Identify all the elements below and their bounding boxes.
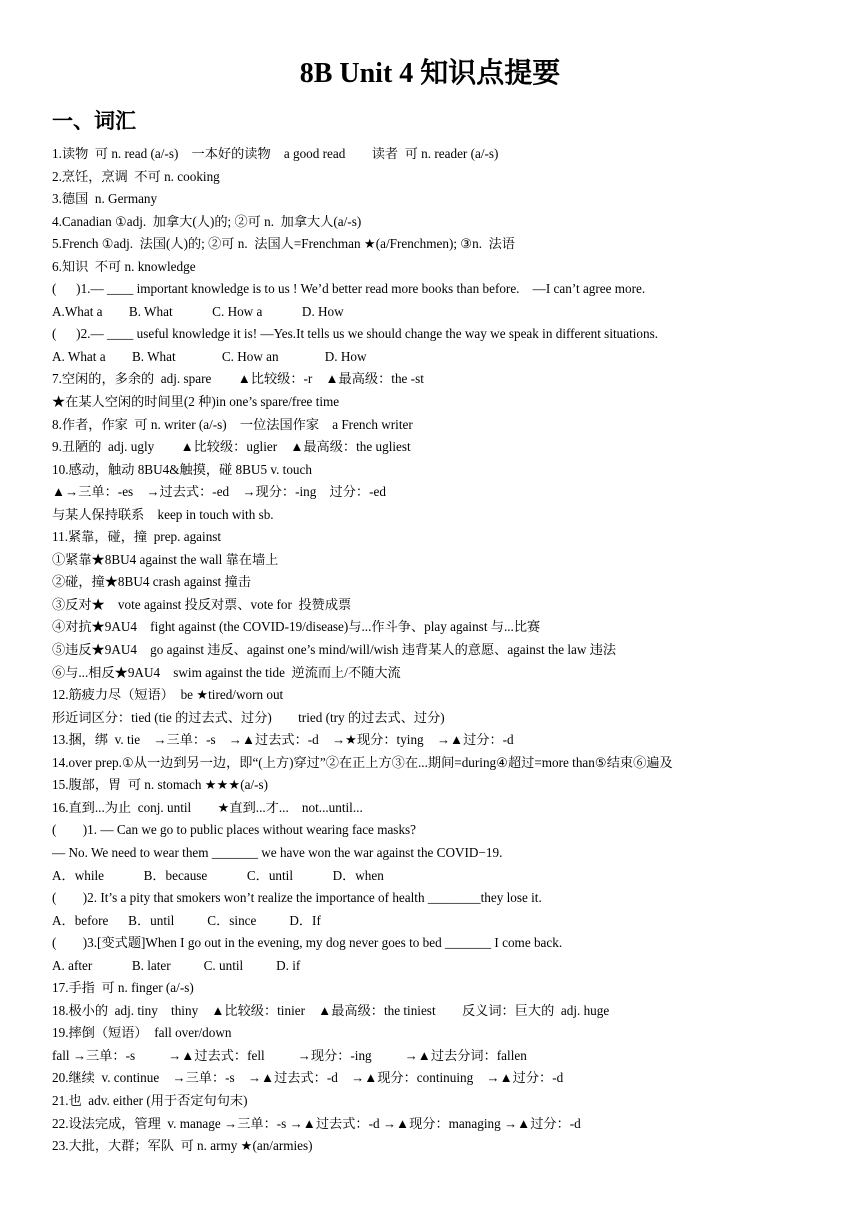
text-line: 16.直到...为止 conj. until ★直到...才... not...until... <box>52 799 363 815</box>
text-line: 21.也 adv. either (用于否定句句末) <box>52 1092 248 1108</box>
vocabulary-list <box>52 143 852 1158</box>
text-line: 7.空闲的，多余的 adj. spare ▲比较级：-r ▲最高级：the -st <box>52 371 424 387</box>
page-title: 8B Unit 4 知识点提要 <box>299 58 561 89</box>
text-line: 20.继续 v. continue →三单：-s →▲过去式：-d →▲现分：continuing →▲过分：-d <box>52 1070 564 1086</box>
text-line: 22.设法完成，管理 v. manage →三单：-s →▲过去式：-d →▲现分：managing →▲过分：-d <box>52 1115 581 1131</box>
text-line: 3.德国 n. Germany <box>52 191 158 207</box>
text-line: ▲→三单：-es →过去式：-ed →现分：-ing 过分：-ed <box>52 484 386 500</box>
text-line: 9.丑陋的 adj. ugly ▲比较级：uglier ▲最高级：the ugliest <box>52 439 411 455</box>
text-line: 2.烹饪，烹调 不可 n. cooking <box>52 168 220 184</box>
text-line: 与某人保持联系 keep in touch with sb. <box>52 506 274 522</box>
text-line: ⑤违反★9AU4 go against 违反、against one’s mind/will/wish 违背某人的意愿、against the law 违法 <box>52 642 617 658</box>
text-line: 13.捆，绑 v. tie →三单：-s →▲过去式：-d →★现分：tying →▲过分：-d <box>52 732 514 748</box>
text-line: ( )1.— ____ important knowledge is to us ! We’d better read more books than before. —I can’t agree more. <box>52 281 646 297</box>
text-line: 19.摔倒（短语） fall over/down <box>52 1025 232 1041</box>
text-line: 14.over prep.①从一边到另一边，即“(上方)穿过”②在正上方③在...期间=during④超过=more than⑤结束⑥遍及 <box>52 754 673 770</box>
text-line: 18.极小的 adj. tiny thiny ▲比较级：tinier ▲最高级：the tiniest 反义词：巨大的 adj. huge <box>52 1002 610 1018</box>
text-line: 6.知识 不可 n. knowledge <box>52 258 196 274</box>
text-line: A. after B. later C. until D. if <box>52 957 301 973</box>
text-line: 15.腹部，胃 可 n. stomach ★★★(a/-s) <box>52 777 269 793</box>
text-line: ④对抗★9AU4 fight against (the COVID-19/disease)与...作斗争、play against 与...比赛 <box>52 619 541 635</box>
text-line: ⑥与...相反★9AU4 swim against the tide 逆流而上/不随大流 <box>52 664 401 680</box>
text-line: ①紧靠★8BU4 against the wall 靠在墙上 <box>52 551 279 567</box>
text-line: ( )1. — Can we go to public places without wearing face masks? <box>52 822 417 838</box>
text-line: A．before B．until C．since D．If <box>52 912 321 928</box>
text-line: 8.作者，作家 可 n. writer (a/-s) 一位法国作家 a French writer <box>52 416 413 432</box>
text-line: A.What a B. What C. How a D. How <box>52 303 344 319</box>
text-line: 10.感动，触动 8BU4&触摸，碰 8BU5 v. touch <box>52 461 312 477</box>
text-line: ③反对★ vote against 投反对票、vote for 投赞成票 <box>52 596 352 612</box>
text-line: A．while B．because C．until D．when <box>52 867 384 883</box>
text-line: ( )3.[变式题]When I go out in the evening, my dog never goes to bed _______ I come back. <box>52 935 563 951</box>
text-line: ★在某人空闲的时间里(2 种)in one’s spare/free time <box>52 394 340 410</box>
text-line: 12.筋疲力尽（短语） be ★tired/worn out <box>52 687 284 703</box>
section-heading-vocabulary: 一、词汇 <box>52 109 136 133</box>
text-line: 11.紧靠，碰，撞 prep. against <box>52 529 222 545</box>
text-line: — No. We need to wear them _______ we have won the war against the COVID−19. <box>52 844 503 860</box>
text-line: fall →三单：-s →▲过去式：fell →现分：-ing →▲过去分词：fallen <box>52 1047 527 1063</box>
text-line: A. What a B. What C. How an D. How <box>52 348 367 364</box>
text-line: 23.大批，大群；军队 可 n. army ★(an/armies) <box>52 1138 313 1154</box>
text-line: ②碰，撞★8BU4 crash against 撞击 <box>52 574 251 590</box>
text-line: 17.手指 可 n. finger (a/-s) <box>52 980 194 996</box>
text-line: 4.Canadian ①adj. 加拿大(人)的; ②可 n. 加拿大人(a/-s) <box>52 213 362 229</box>
text-line: 5.French ①adj. 法国(人)的; ②可 n. 法国人=Frenchman ★(a/Frenchmen); ③n. 法语 <box>52 236 515 252</box>
text-line: ( )2.— ____ useful knowledge it is! —Yes.It tells us we should change the way we speak in different situations. <box>52 326 659 342</box>
text-line: 1.读物 可 n. read (a/-s) 一本好的读物 a good read 读者 可 n. reader (a/-s) <box>52 146 499 161</box>
text-line: 形近词区分：tied (tie 的过去式、过分) tried (try 的过去式、过分) <box>52 709 445 725</box>
text-line: ( )2. It’s a pity that smokers won’t realize the importance of health ________they lose it. <box>52 890 542 906</box>
